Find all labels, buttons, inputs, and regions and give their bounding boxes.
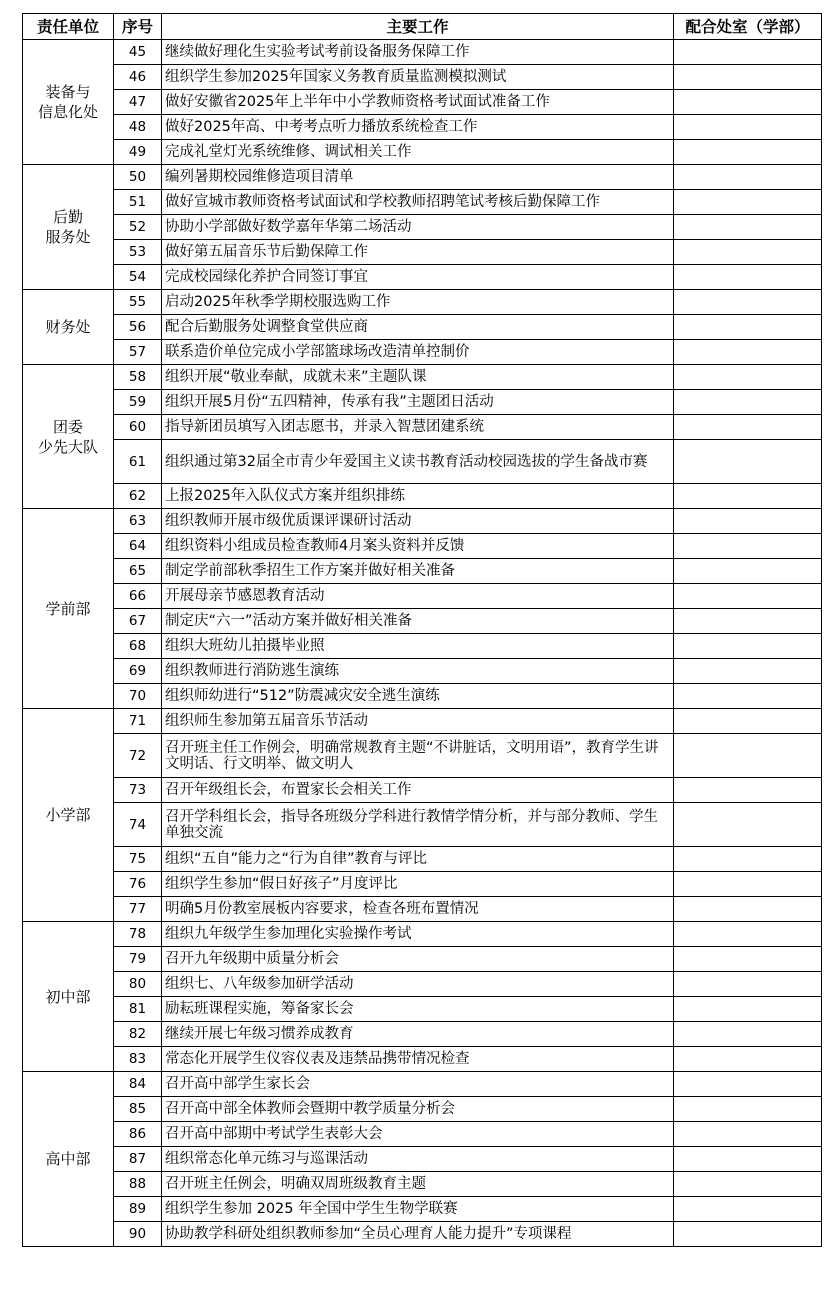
table-row	[23, 315, 822, 340]
table-row	[23, 847, 822, 872]
sequence-number: 62	[114, 484, 162, 509]
main-task: 协助教学科研处组织教师参加“全员心理育人能力提升”专项课程	[162, 1222, 674, 1247]
sequence-number: 90	[114, 1222, 162, 1247]
sequence-number: 83	[114, 1047, 162, 1072]
main-task: 编列暑期校园维修造项目清单	[162, 165, 674, 190]
table-row	[23, 115, 822, 140]
main-task: 做好第五届音乐节后勤保障工作	[162, 240, 674, 265]
sequence-number: 65	[114, 559, 162, 584]
main-task: 组织开展“敬业奉献，成就未来”主题队课	[162, 365, 674, 390]
main-task: 组织学生参加 2025 年全国中学生生物学联赛	[162, 1197, 674, 1222]
responsible-unit-cell	[23, 709, 114, 922]
main-task: 组织七、八年级参加研学活动	[162, 972, 674, 997]
sequence-number: 67	[114, 609, 162, 634]
responsible-unit-label: 信息化处	[37, 103, 98, 121]
responsible-unit-label: 学前部	[45, 599, 91, 618]
cooperating-office-cell	[674, 240, 822, 265]
sequence-number: 58	[114, 365, 162, 390]
main-task: 上报2025年入队仪式方案并组织排练	[162, 484, 674, 509]
table-row	[23, 922, 822, 947]
main-task: 制定学前部秋季招生工作方案并做好相关准备	[162, 559, 674, 584]
table-row	[23, 215, 822, 240]
table-row	[23, 1047, 822, 1072]
sequence-number: 86	[114, 1122, 162, 1147]
table-row	[23, 897, 822, 922]
main-task: 召开学科组长会，指导各班级分学科进行教情学情分析，并与部分教师、学生单独交流	[162, 803, 674, 847]
sequence-number: 68	[114, 634, 162, 659]
main-task: 组织“五自”能力之“行为自律”教育与评比	[162, 847, 674, 872]
main-task: 做好宣城市教师资格考试面试和学校教师招聘笔试考核后勤保障工作	[162, 190, 674, 215]
sequence-number: 49	[114, 140, 162, 165]
sequence-number: 52	[114, 215, 162, 240]
main-task: 组织师生参加第五届音乐节活动	[162, 709, 674, 734]
responsible-unit-label: 高中部	[45, 1150, 91, 1168]
main-task: 组织通过第32届全市青少年爱国主义读书教育活动校园选拔的学生备战市赛	[162, 440, 674, 484]
table-row	[23, 803, 822, 847]
sequence-number: 70	[114, 684, 162, 709]
responsible-unit-label: 初中部	[45, 987, 91, 1006]
sequence-number: 87	[114, 1147, 162, 1172]
main-task: 组织学生参加2025年国家义务教育质量监测模拟测试	[162, 65, 674, 90]
cooperating-office-cell	[674, 1147, 822, 1172]
cooperating-office-cell	[674, 315, 822, 340]
responsible-unit-label: 少先大队	[37, 437, 98, 456]
table-row	[23, 709, 822, 734]
responsible-unit-cell	[23, 40, 114, 165]
main-task: 组织教师开展市级优质课评课研讨活动	[162, 509, 674, 534]
main-task: 完成礼堂灯光系统维修、调试相关工作	[162, 140, 674, 165]
table-row	[23, 484, 822, 509]
cooperating-office-cell	[674, 140, 822, 165]
cooperating-office-cell	[674, 440, 822, 484]
main-task: 组织师幼进行“512”防震减灾安全逃生演练	[162, 684, 674, 709]
sequence-number: 88	[114, 1172, 162, 1197]
sequence-number: 61	[114, 440, 162, 484]
table-row	[23, 972, 822, 997]
sequence-number: 45	[114, 40, 162, 65]
cooperating-office-cell	[674, 415, 822, 440]
sequence-number: 74	[114, 803, 162, 847]
sequence-number: 89	[114, 1197, 162, 1222]
main-task: 完成校园绿化养护合同签订事宜	[162, 265, 674, 290]
sequence-number: 64	[114, 534, 162, 559]
cooperating-office-cell	[674, 265, 822, 290]
main-task: 继续做好理化生实验考试考前设备服务保障工作	[162, 40, 674, 65]
table-body	[23, 40, 822, 1247]
work-plan-table	[22, 13, 822, 1247]
responsible-unit-label: 装备与	[45, 83, 91, 101]
sequence-number: 80	[114, 972, 162, 997]
table-row	[23, 165, 822, 190]
main-task: 组织大班幼儿拍摄毕业照	[162, 634, 674, 659]
sequence-number: 71	[114, 709, 162, 734]
main-task: 组织学生参加“假日好孩子”月度评比	[162, 872, 674, 897]
main-task: 做好安徽省2025年上半年中小学教师资格考试面试准备工作	[162, 90, 674, 115]
cooperating-office-cell	[674, 1222, 822, 1247]
sequence-number: 55	[114, 290, 162, 315]
table-row	[23, 534, 822, 559]
table-row	[23, 340, 822, 365]
cooperating-office-cell	[674, 734, 822, 778]
table-row	[23, 265, 822, 290]
cooperating-office-cell	[674, 534, 822, 559]
main-task: 制定庆“六一”活动方案并做好相关准备	[162, 609, 674, 634]
table-row	[23, 1022, 822, 1047]
sequence-number: 47	[114, 90, 162, 115]
main-task: 组织开展5月份“五四精神，传承有我”主题团日活动	[162, 390, 674, 415]
main-task: 做好2025年高、中考考点听力播放系统检查工作	[162, 115, 674, 140]
cooperating-office-cell	[674, 40, 822, 65]
main-task: 明确5月份教室展板内容要求，检查各班布置情况	[162, 897, 674, 922]
cooperating-office-cell	[674, 709, 822, 734]
table-row	[23, 659, 822, 684]
table-row	[23, 415, 822, 440]
sequence-number: 81	[114, 997, 162, 1022]
sequence-number: 85	[114, 1097, 162, 1122]
table-row	[23, 584, 822, 609]
table-row	[23, 778, 822, 803]
sequence-number: 50	[114, 165, 162, 190]
cooperating-office-cell	[674, 1022, 822, 1047]
cooperating-office-cell	[674, 659, 822, 684]
cooperating-office-cell	[674, 584, 822, 609]
cooperating-office-cell	[674, 972, 822, 997]
table-header-row	[23, 14, 822, 40]
main-task: 配合后勤服务处调整食堂供应商	[162, 315, 674, 340]
cooperating-office-cell	[674, 778, 822, 803]
cooperating-office-cell	[674, 290, 822, 315]
main-task: 励耘班课程实施，筹备家长会	[162, 997, 674, 1022]
cooperating-office-cell	[674, 634, 822, 659]
sequence-number: 76	[114, 872, 162, 897]
main-task: 组织常态化单元练习与巡课活动	[162, 1147, 674, 1172]
responsible-unit-label: 小学部	[45, 806, 91, 824]
main-task: 组织教师进行消防逃生演练	[162, 659, 674, 684]
cooperating-office-cell	[674, 484, 822, 509]
cooperating-office-cell	[674, 390, 822, 415]
main-task: 组织资料小组成员检查教师4月案头资料并反馈	[162, 534, 674, 559]
table-row	[23, 90, 822, 115]
main-task: 召开班主任例会，明确双周班级教育主题	[162, 1172, 674, 1197]
sequence-number: 84	[114, 1072, 162, 1097]
main-task: 协助小学部做好数学嘉年华第二场活动	[162, 215, 674, 240]
cooperating-office-cell	[674, 1197, 822, 1222]
main-task: 召开九年级期中质量分析会	[162, 947, 674, 972]
cooperating-office-cell	[674, 1097, 822, 1122]
cooperating-office-cell	[674, 1072, 822, 1097]
cooperating-office-cell	[674, 509, 822, 534]
cooperating-office-cell	[674, 947, 822, 972]
cooperating-office-cell	[674, 90, 822, 115]
table-row	[23, 684, 822, 709]
cooperating-office-cell	[674, 559, 822, 584]
responsible-unit-label: 团委	[52, 417, 83, 436]
table-row	[23, 997, 822, 1022]
main-task: 开展母亲节感恩教育活动	[162, 584, 674, 609]
table-row	[23, 947, 822, 972]
main-task: 召开高中部期中考试学生表彰大会	[162, 1122, 674, 1147]
cooperating-office-cell	[674, 1122, 822, 1147]
sequence-number: 54	[114, 265, 162, 290]
responsible-unit-cell	[23, 509, 114, 709]
main-task: 继续开展七年级习惯养成教育	[162, 1022, 674, 1047]
main-task: 召开年级组长会，布置家长会相关工作	[162, 778, 674, 803]
main-task: 召开班主任工作例会，明确常规教育主题“不讲脏话，文明用语”，教育学生讲文明话、行文明举、做文明人	[162, 734, 674, 778]
header-unit: 责任单位	[23, 14, 114, 40]
table-row	[23, 1122, 822, 1147]
table-row	[23, 1222, 822, 1247]
main-task: 常态化开展学生仪容仪表及违禁品携带情况检查	[162, 1047, 674, 1072]
cooperating-office-cell	[674, 684, 822, 709]
main-task: 组织九年级学生参加理化实验操作考试	[162, 922, 674, 947]
sequence-number: 69	[114, 659, 162, 684]
sequence-number: 72	[114, 734, 162, 778]
cooperating-office-cell	[674, 115, 822, 140]
cooperating-office-cell	[674, 165, 822, 190]
responsible-unit-cell	[23, 365, 114, 509]
table-row	[23, 1147, 822, 1172]
table-row	[23, 290, 822, 315]
cooperating-office-cell	[674, 922, 822, 947]
table-row	[23, 140, 822, 165]
cooperating-office-cell	[674, 1172, 822, 1197]
table-row	[23, 609, 822, 634]
sequence-number: 75	[114, 847, 162, 872]
table-row	[23, 509, 822, 534]
sequence-number: 63	[114, 509, 162, 534]
header-seq: 序号	[114, 14, 162, 40]
table-row	[23, 65, 822, 90]
responsible-unit-label: 财务处	[45, 318, 91, 336]
responsible-unit-cell	[23, 290, 114, 365]
table-row	[23, 1072, 822, 1097]
cooperating-office-cell	[674, 1047, 822, 1072]
table-row	[23, 1197, 822, 1222]
sequence-number: 60	[114, 415, 162, 440]
main-task: 指导新团员填写入团志愿书，并录入智慧团建系统	[162, 415, 674, 440]
sequence-number: 66	[114, 584, 162, 609]
responsible-unit-label: 服务处	[45, 228, 91, 246]
main-task: 召开高中部全体教师会暨期中教学质量分析会	[162, 1097, 674, 1122]
cooperating-office-cell	[674, 215, 822, 240]
header-coop: 配合处室（学部）	[674, 14, 822, 40]
main-task: 启动2025年秋季学期校服选购工作	[162, 290, 674, 315]
main-task: 召开高中部学生家长会	[162, 1072, 674, 1097]
table-row	[23, 240, 822, 265]
table-row	[23, 634, 822, 659]
cooperating-office-cell	[674, 190, 822, 215]
sequence-number: 77	[114, 897, 162, 922]
table-row	[23, 390, 822, 415]
sequence-number: 56	[114, 315, 162, 340]
cooperating-office-cell	[674, 65, 822, 90]
cooperating-office-cell	[674, 340, 822, 365]
cooperating-office-cell	[674, 997, 822, 1022]
table-row	[23, 734, 822, 778]
cooperating-office-cell	[674, 609, 822, 634]
sequence-number: 48	[114, 115, 162, 140]
table-row	[23, 440, 822, 484]
sequence-number: 59	[114, 390, 162, 415]
sequence-number: 46	[114, 65, 162, 90]
table-row	[23, 1172, 822, 1197]
responsible-unit-cell	[23, 922, 114, 1072]
cooperating-office-cell	[674, 872, 822, 897]
sequence-number: 79	[114, 947, 162, 972]
table-row	[23, 40, 822, 65]
sequence-number: 73	[114, 778, 162, 803]
table-row	[23, 872, 822, 897]
sequence-number: 51	[114, 190, 162, 215]
table-row	[23, 1097, 822, 1122]
responsible-unit-cell	[23, 1072, 114, 1247]
table-row	[23, 190, 822, 215]
main-task: 联系造价单位完成小学部篮球场改造清单控制价	[162, 340, 674, 365]
sequence-number: 53	[114, 240, 162, 265]
table-row	[23, 559, 822, 584]
sequence-number: 78	[114, 922, 162, 947]
sequence-number: 82	[114, 1022, 162, 1047]
responsible-unit-cell	[23, 165, 114, 290]
sequence-number: 57	[114, 340, 162, 365]
table-row	[23, 365, 822, 390]
responsible-unit-label: 后勤	[52, 208, 83, 226]
header-task: 主要工作	[162, 14, 674, 40]
cooperating-office-cell	[674, 803, 822, 847]
cooperating-office-cell	[674, 365, 822, 390]
cooperating-office-cell	[674, 847, 822, 872]
cooperating-office-cell	[674, 897, 822, 922]
